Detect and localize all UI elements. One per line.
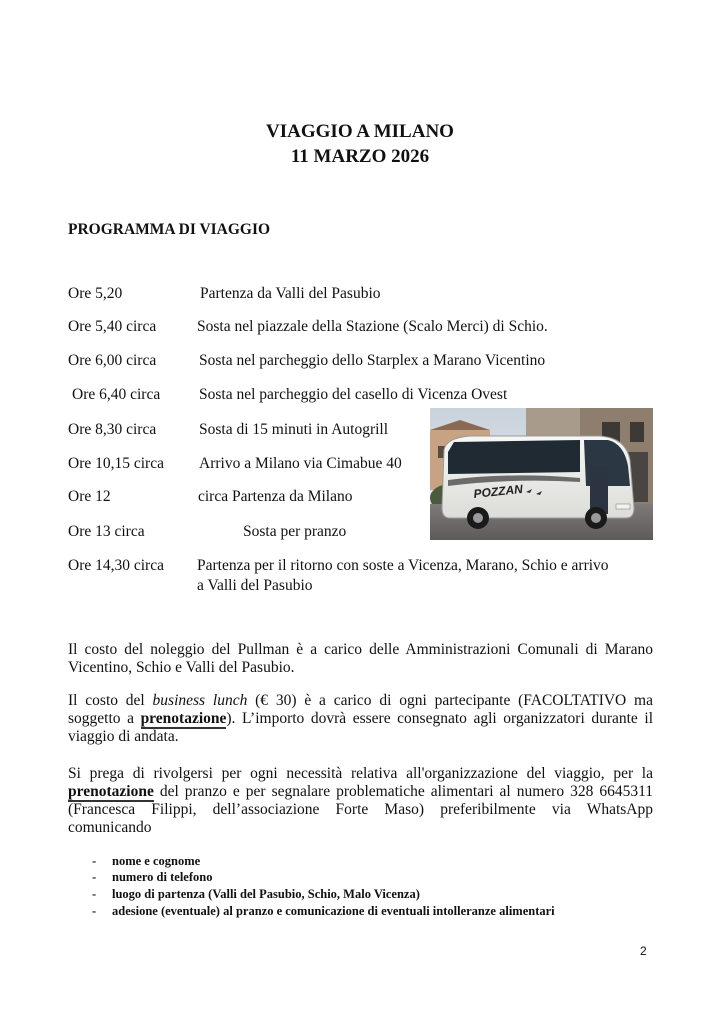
text-run: Il costo del: [68, 692, 153, 709]
prenotazione-emphasis: prenotazione: [68, 783, 154, 800]
schedule-desc: Sosta nel parcheggio dello Starplex a Marano Vicentino: [199, 352, 546, 369]
text-run: ). L’importo dovrà essere consegnato agli organizzatori durante il viaggio di andata.: [68, 710, 653, 745]
bullet-dash: -: [92, 904, 97, 918]
schedule-time: Ore 8,30 circa: [68, 421, 157, 438]
schedule-desc: Sosta nel piazzale della Stazione (Scalo Merci) di Schio.: [197, 318, 548, 335]
bullet-dash: -: [92, 887, 97, 901]
schedule-desc: Sosta di 15 minuti in Autogrill: [199, 421, 389, 438]
schedule-time: Ore 12: [68, 488, 111, 505]
document-title-line1: VIAGGIO A MILANO: [266, 121, 454, 142]
schedule-time: Ore 5,40 circa: [68, 318, 157, 335]
bus-brand-text: POZZAN: [472, 481, 524, 501]
bullet-text: nome e cognome: [112, 854, 201, 868]
schedule-time: Ore 5,20: [68, 285, 123, 302]
bus-photo: [430, 408, 653, 540]
text-run: Si prega di rivolgersi per ogni necessità relativa all'organizzazione del viaggio, per la: [68, 765, 653, 782]
bullet-dash: -: [92, 870, 97, 884]
bullet-text: numero di telefono: [112, 870, 213, 884]
paragraph-cost-bus: Il costo del noleggio del Pullman è a carico delle Amministrazioni Comunali di Marano Vicentino, Schio e Valli del Pasubio.: [68, 641, 653, 676]
schedule-desc-continued: a Valli del Pasubio: [197, 577, 313, 594]
schedule-time: Ore 10,15 circa: [68, 455, 164, 472]
schedule-time: Ore 13 circa: [68, 523, 145, 540]
bullet-item: [92, 854, 200, 869]
bullet-text: luogo di partenza (Valli del Pasubio, Schio, Malo Vicenza): [112, 887, 420, 901]
schedule-desc: Sosta nel parcheggio del casello di Vicenza Ovest: [199, 386, 508, 403]
schedule-time: Ore 6,00 circa: [68, 352, 157, 369]
schedule-desc: circa Partenza da Milano: [198, 488, 353, 505]
schedule-desc: Partenza da Valli del Pasubio: [200, 285, 381, 302]
schedule-desc: Sosta per pranzo: [243, 523, 347, 540]
document-title-line2: 11 MARZO 2026: [290, 146, 430, 167]
schedule-time: Ore 6,40 circa: [72, 386, 161, 403]
paragraph-contact: [68, 765, 653, 837]
page-number: 2: [640, 944, 647, 958]
schedule-desc: Arrivo a Milano via Cimabue 40: [199, 455, 402, 472]
bullet-item: [92, 870, 212, 885]
bullet-item: [92, 887, 420, 902]
text-run: del pranzo e per segnalare problematiche alimentari al numero 328 6645311 (Francesca Filippi, dell’associazione Forte Maso) preferibilmente via WhatsApp comunicando: [68, 783, 653, 836]
bullet-item: [92, 904, 555, 919]
prenotazione-emphasis: prenotazione: [140, 710, 227, 727]
business-lunch-term: business lunch: [152, 692, 248, 709]
paragraph-business-lunch: [68, 692, 653, 746]
bullet-text: adesione (eventuale) al pranzo e comunicazione di eventuali intolleranze alimentari: [112, 904, 555, 918]
bullet-dash: -: [92, 854, 97, 868]
text-run: (€ 30) è a carico di ogni partecipante (FACOLTATIVO ma soggetto a: [68, 692, 653, 727]
schedule-time: Ore 14,30 circa: [68, 557, 164, 574]
schedule-desc: Partenza per il ritorno con soste a Vicenza, Marano, Schio e arrivo: [197, 557, 609, 574]
section-heading: PROGRAMMA DI VIAGGIO: [68, 221, 271, 238]
